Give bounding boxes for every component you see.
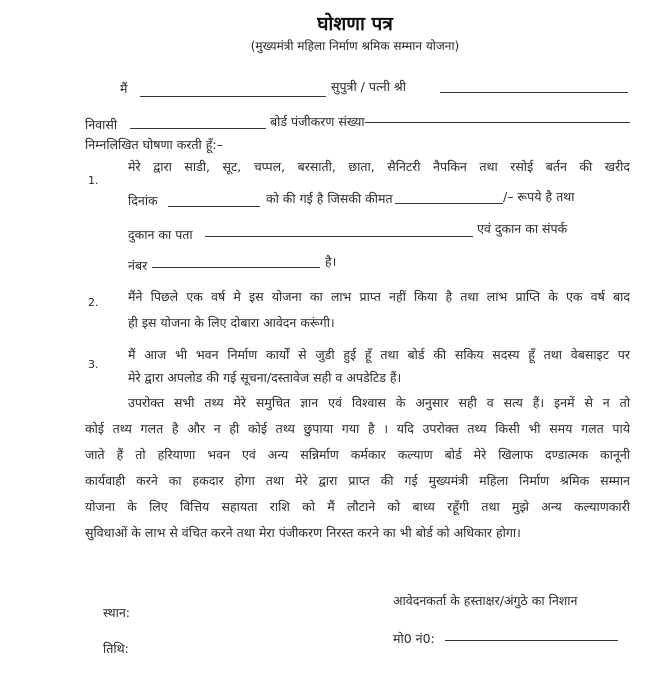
item-1-text: मेरे द्वारा साडी, सूट, चप्पल, बरसाती, छाता, सैनिटरी नैपकिन तथा रसोई बर्तन की खरीद	[128, 159, 630, 174]
resident-field[interactable]	[130, 128, 266, 129]
declaration-line: उपरोक्त सभी तथ्य मेरे समुचित ज्ञान एवं विश्वास के अनुसार सही व सत्य हैं। इनमें से न तो	[128, 395, 630, 410]
shop-contact-field[interactable]	[152, 267, 320, 268]
mobile-label: मो0 नं0:	[393, 631, 435, 646]
declaration-line: सुविधाओं के लाभ से वंचित करने तथा मेरा पंजीकरण निरस्त करने का भी बोर्ड को अधिकार होगा।	[85, 525, 521, 540]
declaration-line: योजना के लिए वित्तिय सहायता राशि को मैं लौटाने को बाध्य रहूँगी तथा मुझे अन्य कल्याणकारी	[85, 499, 630, 514]
daughter-wife-label: सुपुत्री / पत्नी श्री	[331, 79, 407, 94]
declaration-line: जाते हैं तो हरियाणा भवन एवं अन्य सन्निर्माण कर्मकार कल्याण बोर्ड मेरे खिलाफ दण्डात्मक कानूनी	[85, 447, 630, 462]
shop-address-field[interactable]	[205, 236, 473, 237]
number-label: नंबर	[128, 258, 148, 273]
father-husband-name-field[interactable]	[440, 92, 628, 93]
rupees-label: /– रूपये है तथा	[503, 189, 575, 204]
shop-contact-label: एवं दुकान का संपर्क	[477, 221, 568, 236]
item-number: 3.	[88, 358, 99, 371]
intro-text: निम्नलिखित घोषणा करती हूँ:–	[85, 137, 223, 152]
page-subtitle: (मुख्यमंत्री महिला निर्माण श्रमिक सम्मान योजना)	[250, 39, 460, 53]
page-title: घोशणा पत्र	[317, 13, 393, 35]
item-2-line1: मैंने पिछले एक वर्ष मे इस योजना का लाभ प्राप्त नहीं किया है तथा लाभ प्राप्ति के एक वर्ष बाद	[128, 289, 630, 304]
shop-address-label: दुकान का पता	[128, 227, 193, 242]
mobile-field[interactable]	[445, 640, 618, 641]
item-3-line1: मैं आज भी भवन निर्माण कार्यों से जुडी हुई हूँ तथा बोर्ड की सकिय सदस्य हूँ तथा वेबसाइट पर	[128, 347, 630, 362]
item-1-end: है।	[325, 254, 337, 269]
name-field[interactable]	[140, 96, 326, 97]
item-2-line2: ही इस योजना के लिए दोबारा आवेदन करूंगी।	[128, 315, 335, 330]
price-label: को की गई है जिसकी कीमत	[266, 191, 393, 206]
item-3-line2: मेरे द्वारा अपलोड की गई सूचना/दस्तावेज सही व अपडेटिड हैं।	[128, 370, 402, 385]
declaration-line: कोई तथ्य गलत है और न ही कोई तथ्य छुपाया गया है । यदि उपरोक्त तथ्य किसी भी समय गलत पाये	[85, 421, 630, 436]
signature-label: आवेदनकर्ता के हस्ताक्षर/अंगुठे का निशान	[393, 593, 578, 608]
declaration-line: कार्यवाही करने का हकदार होगा तथा मेरे द्वारा प्राप्त की गई मुख्यमंत्री महिला निर्माण श्रमिक सम्मान	[85, 473, 630, 488]
purchase-date-field[interactable]	[168, 206, 260, 207]
board-reg-field[interactable]	[365, 122, 630, 123]
date-label: दिनांक	[128, 193, 158, 208]
board-reg-label: बोर्ड पंजीकरण संख्या	[270, 114, 365, 129]
i-label: मैं	[120, 81, 128, 96]
price-field[interactable]	[395, 203, 503, 204]
date-footer-label: तिथि:	[103, 641, 129, 656]
resident-label: निवासी	[85, 117, 118, 132]
place-label: स्थान:	[103, 605, 130, 620]
item-number: 1.	[88, 174, 99, 187]
item-number: 2.	[88, 296, 99, 309]
